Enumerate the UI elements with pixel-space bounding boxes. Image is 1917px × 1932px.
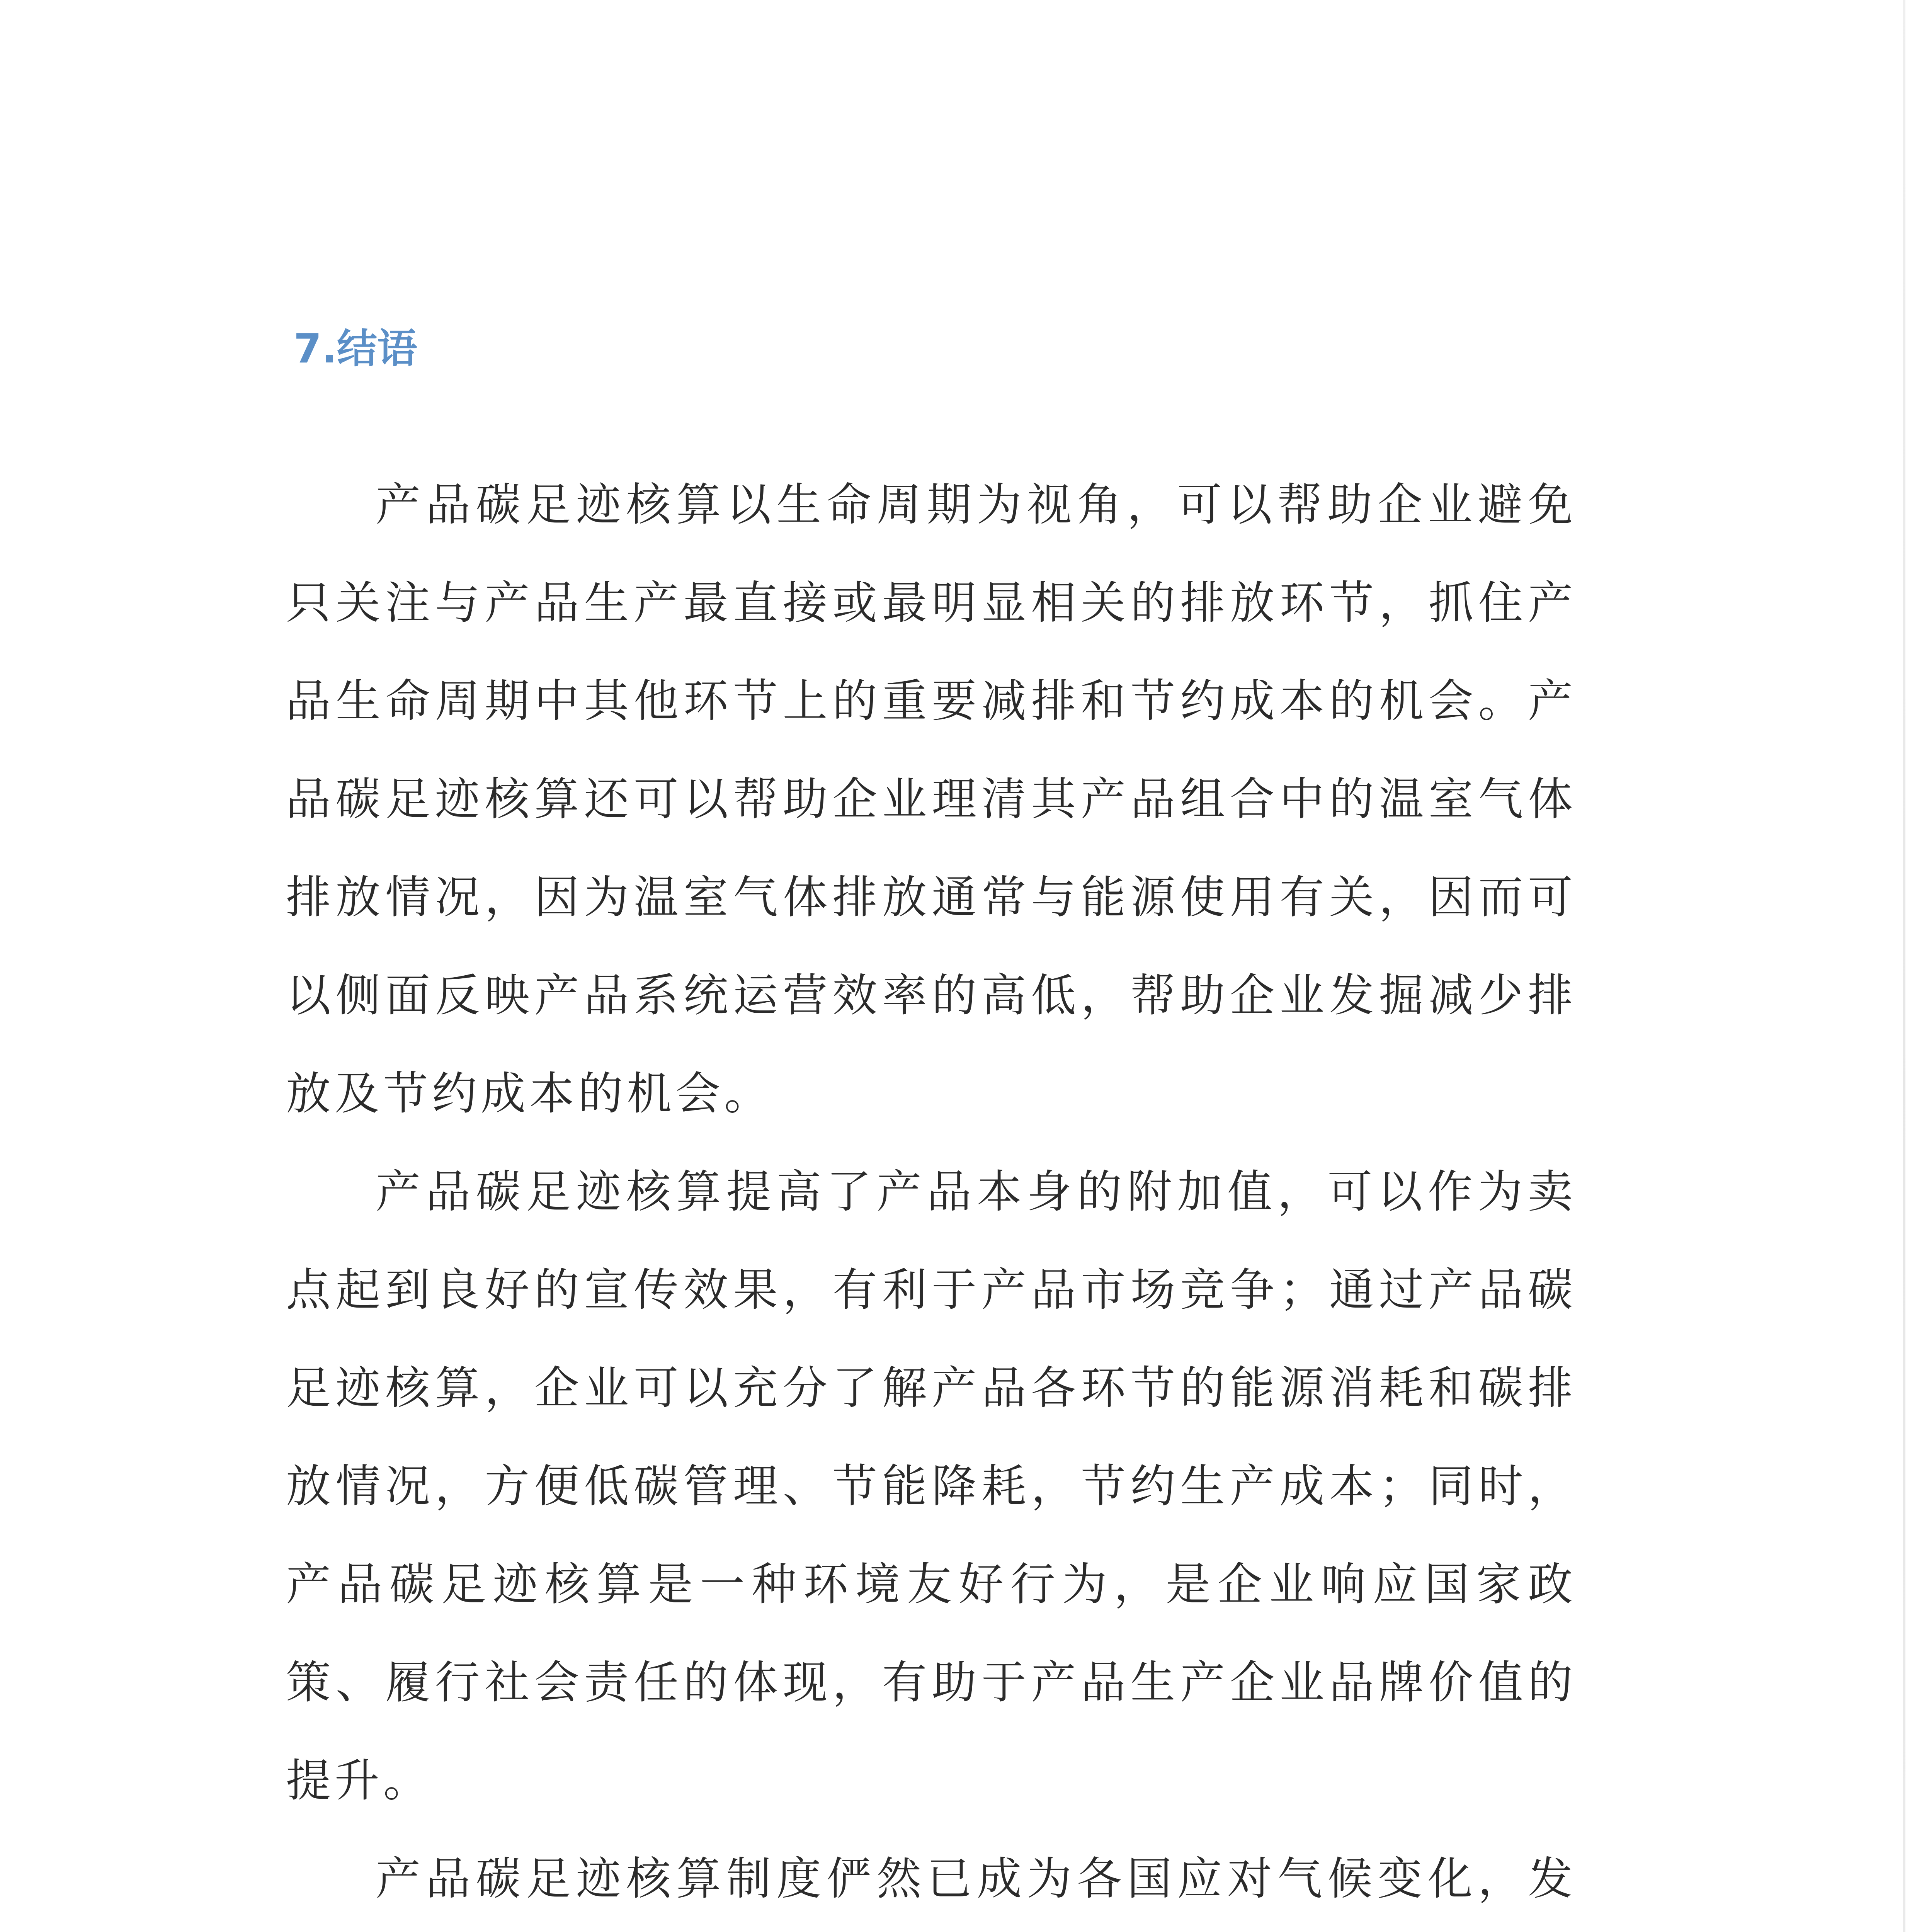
paragraph-2: 产品碳足迹核算提高了产品本身的附加值，可以作为卖点起到良好的宣传效果，有利于产品市场竞争；通过产品碳足迹核算，企业可以充分了解产品各环节的能源消耗和碳排放情况，方便低碳管理、节能降耗，节约生产成本；同时，产品碳足迹核算是一种环境友好行为，是企业响应国家政策、履行社会责任的体现，有助于产品生产企业品牌价值的提升。 bbox=[286, 1166, 1577, 1807]
body-text bbox=[286, 456, 1577, 1932]
paragraph-1: 产品碳足迹核算以生命周期为视角，可以帮助企业避免只关注与产品生产最直接或最明显相关的排放环节，抓住产品生命周期中其他环节上的重要减排和节约成本的机会。产品碳足迹核算还可以帮助企业理清其产品组合中的温室气体排放情况，因为温室气体排放通常与能源使用有关，因而可以侧面反映产品系统运营效率的高低，帮助企业发掘减少排放及节约成本的机会。 bbox=[286, 479, 1577, 1120]
section-title: 7.结语 bbox=[294, 325, 417, 372]
scan-edge-shadow bbox=[1903, 0, 1905, 1932]
paragraph-3: 产品碳足迹核算制度俨然已成为各国应对气候变化，发 bbox=[376, 1853, 1577, 1905]
